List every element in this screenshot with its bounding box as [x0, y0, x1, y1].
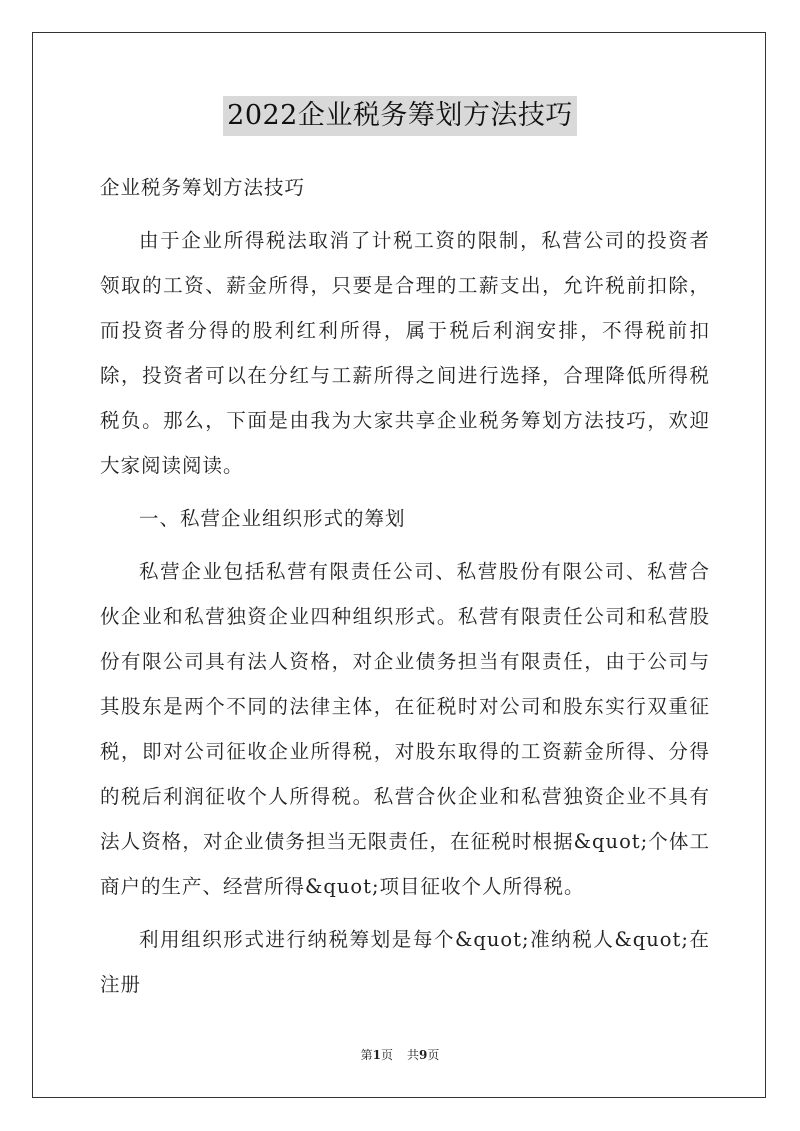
page-suffix: 页 [380, 1048, 393, 1062]
document-title: 2022企业税务筹划方法技巧 [223, 96, 577, 136]
total-suffix: 页 [427, 1048, 440, 1062]
section-heading: 一、私营企业组织形式的筹划 [139, 507, 406, 530]
document-subtitle: 企业税务筹划方法技巧 [100, 176, 306, 199]
document-body [100, 165, 710, 1015]
total-prefix: 共 [407, 1048, 420, 1062]
paragraph-organization-forms: 私营企业包括私营有限责任公司、私营股份有限公司、私营合伙企业和私营独资企业四种组织形式。私营有限责任公司和私营股份有限公司具有法人资格，对企业债务担当有限责任，由于公司与其股东是两个不同的法律主体，在征税时对公司和股东实行双重征税，即对公司征收企业所得税，对股东取得的工资薪金所得、分得的税后利润征收个人所得税。私营合伙企业和私营独资企业不具有法人资格，对企业债务担当无限责任，在征税时根据&quot;个体工商户的生产、经营所得&quot;项目征收个人所得税。 [100, 560, 710, 898]
title-container [0, 96, 800, 136]
page-total: 9 [419, 1048, 428, 1062]
paragraph-intro: 由于企业所得税法取消了计税工资的限制，私营公司的投资者领取的工资、薪金所得，只要是合理的工薪支出，允许税前扣除，而投资者分得的股利红利所得，属于税后利润安排，不得税前扣除，投资者可以在分红与工薪所得之间进行选择，合理降低所得税税负。那么，下面是由我为大家共享企业税务筹划方法技巧，欢迎大家阅读阅读。 [100, 229, 710, 477]
page-footer [0, 1046, 800, 1063]
page-current: 1 [372, 1048, 381, 1062]
page-prefix: 第 [360, 1048, 373, 1062]
paragraph-tax-planning: 利用组织形式进行纳税筹划是每个&quot;准纳税人&quot;在注册 [100, 928, 710, 996]
